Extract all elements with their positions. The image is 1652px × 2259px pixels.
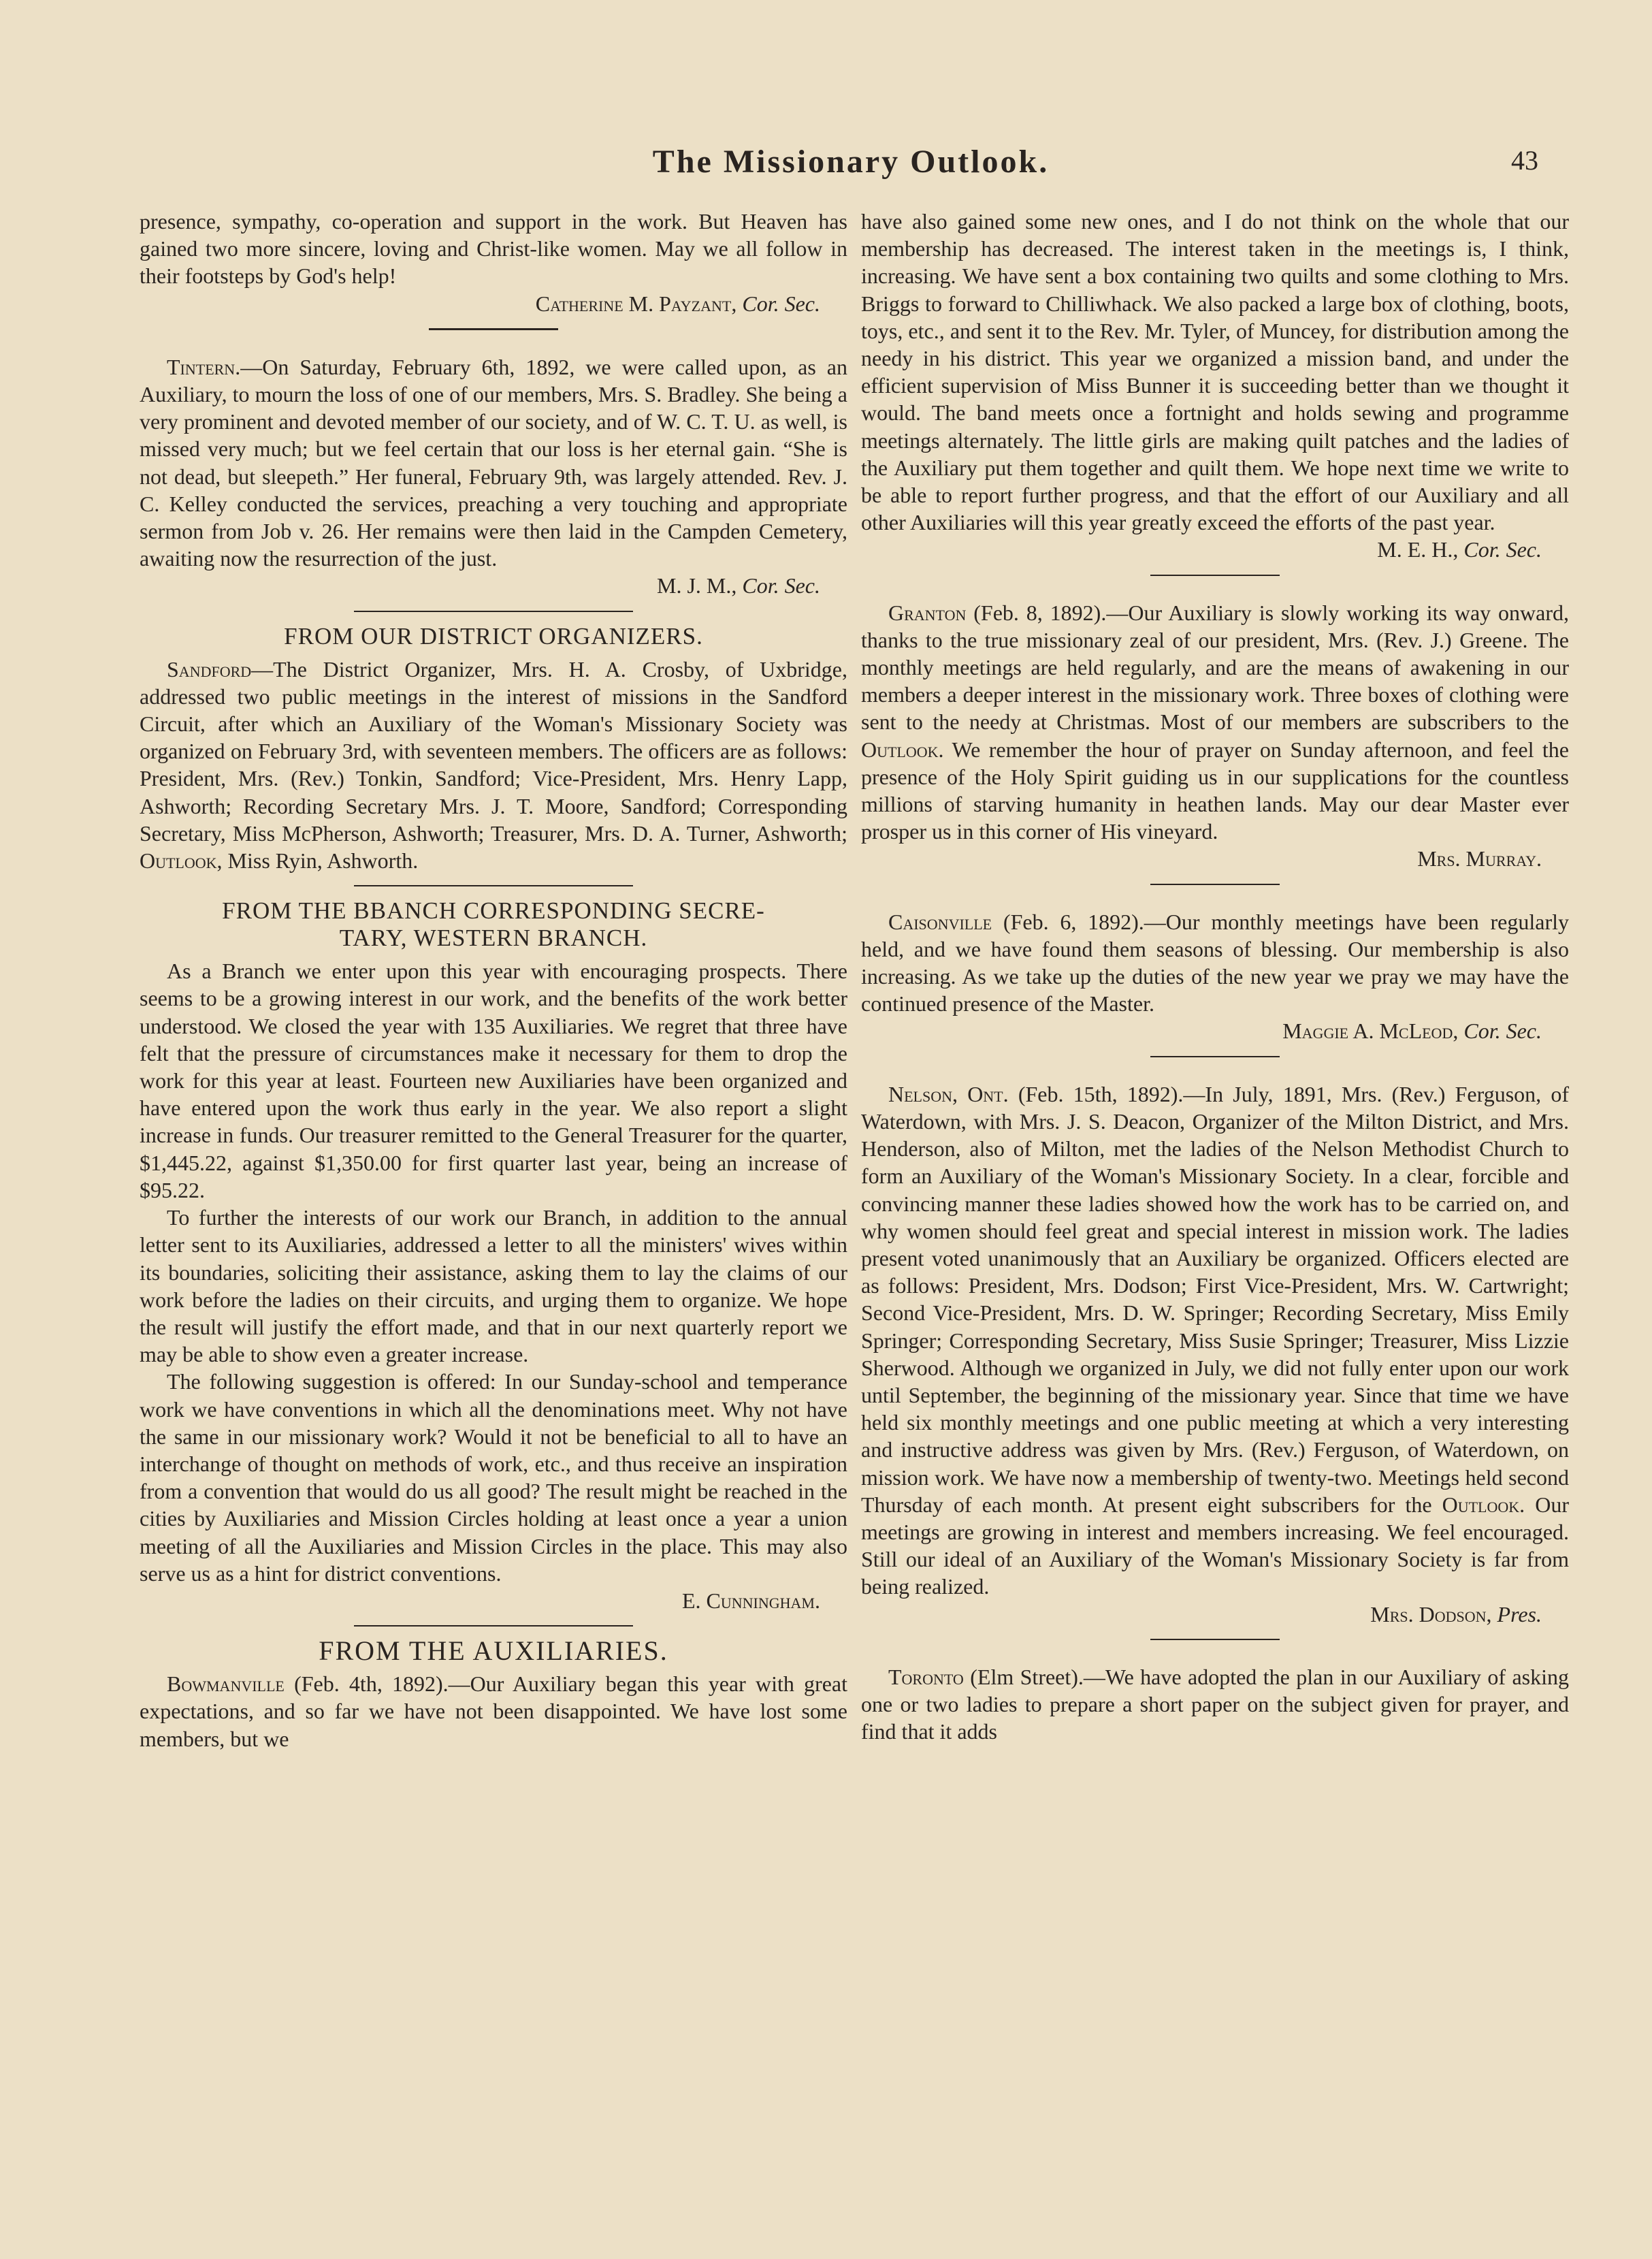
outlook-name: Outlook. [861, 737, 944, 762]
intro-signature [140, 290, 847, 317]
report-text: (Elm Street).—We have adopted the plan in our Auxiliary of asking one or two ladies to prepare a short paper on the subject given for prayer, and find that it adds [861, 1664, 1570, 1744]
signature-role: Cor. Sec. [1463, 1019, 1542, 1044]
tintern-report [140, 353, 847, 573]
heading-district-organizers: FROM OUR DISTRICT ORGANIZERS. [284, 622, 703, 650]
section-divider [1150, 1639, 1280, 1640]
report-text: —The District Organizer, Mrs. H. A. Crosby, of Uxbridge, addressed two public meetings in the interest of missions in the Sandford Circuit, after which an Auxiliary of the Woman's Missionary Society was organized on February 3rd, with seventeen members. The officers are as follows: President, Mrs. (Rev.) Tonkin, Sandford; Vice-President, Mrs. Henry Lapp, Ashworth; Recording Secretary Mrs. J. T. Moore, Sandford; Corresponding Secretary, Miss McPherson, Ashworth; Treasurer, Mrs. D. A. Turner, Ashworth; [140, 656, 847, 846]
place-name: Tintern. [167, 354, 241, 379]
nelson-report [861, 1080, 1569, 1601]
granton-report [861, 599, 1569, 846]
branch-paragraph-3: The following suggestion is offered: In our Sunday-school and temperance work we have conventions in which all the denominations meet. Why not have the same in our missionary work? Would it not be beneficial to all to have an interchange of thought on methods of work, etc., and thus receive an inspiration from a convention that would do us all good? The result might be reached in the cities by Auxiliaries and Mission Circles holding at least once a year a union meeting of all the Auxiliaries and Mission Circles in the place. This may also serve us as a hint for district conventions. [140, 1369, 847, 1586]
tintern-signature [140, 572, 847, 599]
place-name: Granton [888, 600, 967, 625]
section-divider [354, 1625, 633, 1627]
signature-name: Catherine M. Payzant, [535, 291, 737, 316]
report-text: (Feb. 8, 1892).—Our Auxiliary is slowly working its way onward, thanks to the true missionary zeal of our president, Mrs. (Rev. J.) Greene. The monthly meetings are held regularly, and are the means of awakening in our members a deeper interest in the missionary work. Three boxes of clothing were sent to the needy at Christmas. Most of our members are subscribers to the [861, 600, 1570, 735]
branch-paragraph-2: To further the interests of our work our Branch, in addition to the annual letter sent to its Auxiliaries, addressed a letter to all the ministers' wives within its boundaries, soliciting their assistance, asking them to lay the claims of our work before the ladies on their circuits, and urging them to organize. We hope the result will justify the effort made, and that in our next quarterly report we may be able to show even a greater increase. [140, 1205, 847, 1367]
outlook-name: Outlook. [1442, 1492, 1525, 1517]
signature-name: E. Cunningham. [682, 1588, 820, 1613]
bowmanville-report [140, 1670, 847, 1752]
outlook-name: Outlook, [140, 848, 223, 874]
heading-line: FROM THE BBANCH CORRESPONDING SECRE- [222, 897, 765, 925]
report-text-end: We remember the hour of prayer on Sunday afternoon, and feel the presence of the Holy Spirit guiding us in our supplications for the countless millions of starving humanity in heathen lands. May our dear Master ever prosper us in this corner of His vineyard. [861, 737, 1570, 844]
toronto-report [861, 1663, 1569, 1746]
place-name: Toronto [888, 1664, 964, 1689]
bowmanville-continued: have also gained some new ones, and I do not think on the whole that our membership has decreased. The interest taken in the meetings is, I think, increasing. We have sent a box containing two quilts and some clothing to Mrs. Briggs to forward to Chilliwhack. We also packed a large box of clothing, boots, toys, etc., and sent it to the Rev. Mr. Tyler, of Muncey, for distribution among the needy in his district. This year we organized a mission band, and under the efficient supervision of Miss Bunner it is succeeding better than we thought it would. The band meets once a fortnight and holds sewing and programme meetings alternately. The little girls are making quilt patches and the ladies of the Auxiliary put them together and quilt them. We hope next time we write to be able to report further progress, and that the effort of our Auxiliary and all other Auxiliaries will this year greatly exceed the efforts of the past year. [861, 209, 1569, 535]
branch-signature [140, 1587, 847, 1614]
section-divider [429, 328, 558, 330]
signature-role: Cor. Sec. [742, 291, 820, 316]
place-name: Bowmanville [167, 1671, 285, 1697]
heading-line: TARY, WESTERN BRANCH. [339, 925, 648, 952]
report-text: (Feb. 15th, 1892).—In July, 1891, Mrs. (Rev.) Ferguson, of Waterdown, with Mrs. J. S. Deacon, Organizer of the Milton District, and Mrs. Henderson, also of Milton, met the ladies of the Nelson Methodist Church to form an Auxiliary of the Woman's Missionary Society. In a clear, forcible and convincing manner these ladies showed how the work has to be carried on, and why women should feel great and special interest in mission work. The ladies present voted unanimously that an Auxiliary be organized. Officers elected are as follows: President, Mrs. Dodson; First Vice-President, Mrs. W. Cartwright; Second Vice-President, Mrs. D. W. Springer; Recording Secretary, Miss Emily Springer; Corresponding Secretary, Miss Susie Springer; Treasurer, Miss Lizzie Sherwood. Although we organized in July, we did not fully enter upon our work until September, the beginning of the missionary year. Since that time we have held six monthly meetings and one public meeting at which a very interesting and instructive address was given by Mrs. (Rev.) Ferguson, of Waterdown, on mission work. We have now a membership of twenty-two. Meetings held second Thursday of each month. At present eight subscribers for the [861, 1081, 1570, 1517]
heading-auxiliaries: FROM THE AUXILIARIES. [319, 1635, 668, 1667]
intro-paragraph: presence, sympathy, co-operation and support in the work. But Heaven has gained two more sincere, loving and Christ-like women. May we all follow in their footsteps by God's help! [140, 209, 847, 289]
left-column [140, 208, 847, 1752]
section-divider [1150, 1056, 1280, 1057]
report-text: —On Saturday, February 6th, 1892, we were called upon, as an Auxiliary, to mourn the loss of one of our members, Mrs. S. Bradley. She being a very prominent and devoted member of our society, and of W. C. T. U. as well, is missed very much; but we feel certain that our loss is her eternal gain. “She is not dead, but sleepeth.” Her funeral, February 9th, was largely attended. Rev. J. C. Kelley conducted the services, preaching a very touching and appropriate sermon from Job v. 26. Her remains were then laid in the Campden Cemetery, awaiting now the resurrection of the just. [140, 354, 847, 571]
signature-name: M. E. H., [1377, 537, 1459, 562]
right-column [861, 208, 1569, 1745]
page-number: 43 [1511, 145, 1538, 176]
page-header [136, 136, 1566, 197]
signature-name: Maggie A. McLeod, [1282, 1019, 1459, 1044]
place-name: Sandford [167, 656, 252, 682]
nelson-signature [861, 1601, 1569, 1628]
report-text-end: Our meetings are growing in interest and members increasing. We feel encouraged. Still our ideal of an Auxiliary of the Woman's Missionary Society is far from being realized. [861, 1492, 1570, 1599]
report-text: (Feb. 4th, 1892).—Our Auxiliary began this year with great expectations, and so far we have not been disappointed. We have lost some members, but we [140, 1671, 848, 1751]
heading-branch-secretary [140, 897, 847, 952]
report-text: (Feb. 6, 1892).—Our monthly meetings have been regularly held, and we have found them seasons of blessing. Our membership is also increasing. As we take up the duties of the new year we pray we may have the continued presence of the Master. [861, 909, 1570, 1016]
place-name: Caisonville [888, 909, 992, 934]
signature-name: M. J. M., [656, 573, 737, 598]
section-divider [1150, 884, 1280, 885]
sandford-report [140, 656, 847, 875]
place-name: Nelson, Ont. [888, 1081, 1009, 1106]
branch-paragraph-1: As a Branch we enter upon this year with encouraging prospects. There seems to be a growing interest in our work, and the benefits of the work better understood. We closed the year with 135 Auxiliaries. We regret that three have felt that the pressure of circumstances make it necessary for them to drop the work for this year at least. Fourteen new Auxiliaries have been organized and have entered upon the work thus early in the year. We also report a slight increase in funds. Our treasurer remitted to the General Treasurer for the quarter, $1,445.22, against $1,350.00 for first quarter last year, being an increase of $95.22. [140, 959, 847, 1202]
caisonville-signature [861, 1017, 1569, 1044]
signature-name: Mrs. Murray. [1417, 846, 1542, 871]
signature-role: Pres. [1497, 1601, 1542, 1627]
report-text-end: Miss Ryin, Ashworth. [227, 848, 419, 874]
section-divider [354, 885, 633, 886]
section-divider [1150, 575, 1280, 576]
signature-role: Cor. Sec. [1463, 537, 1542, 562]
running-title: The Missionary Outlook. [652, 144, 1050, 180]
signature-role: Cor. Sec. [742, 573, 820, 598]
bowmanville-signature [861, 536, 1569, 563]
granton-signature [861, 845, 1569, 872]
section-divider [354, 611, 633, 612]
signature-name: Mrs. Dodson, [1370, 1601, 1492, 1627]
caisonville-report [861, 908, 1569, 1018]
